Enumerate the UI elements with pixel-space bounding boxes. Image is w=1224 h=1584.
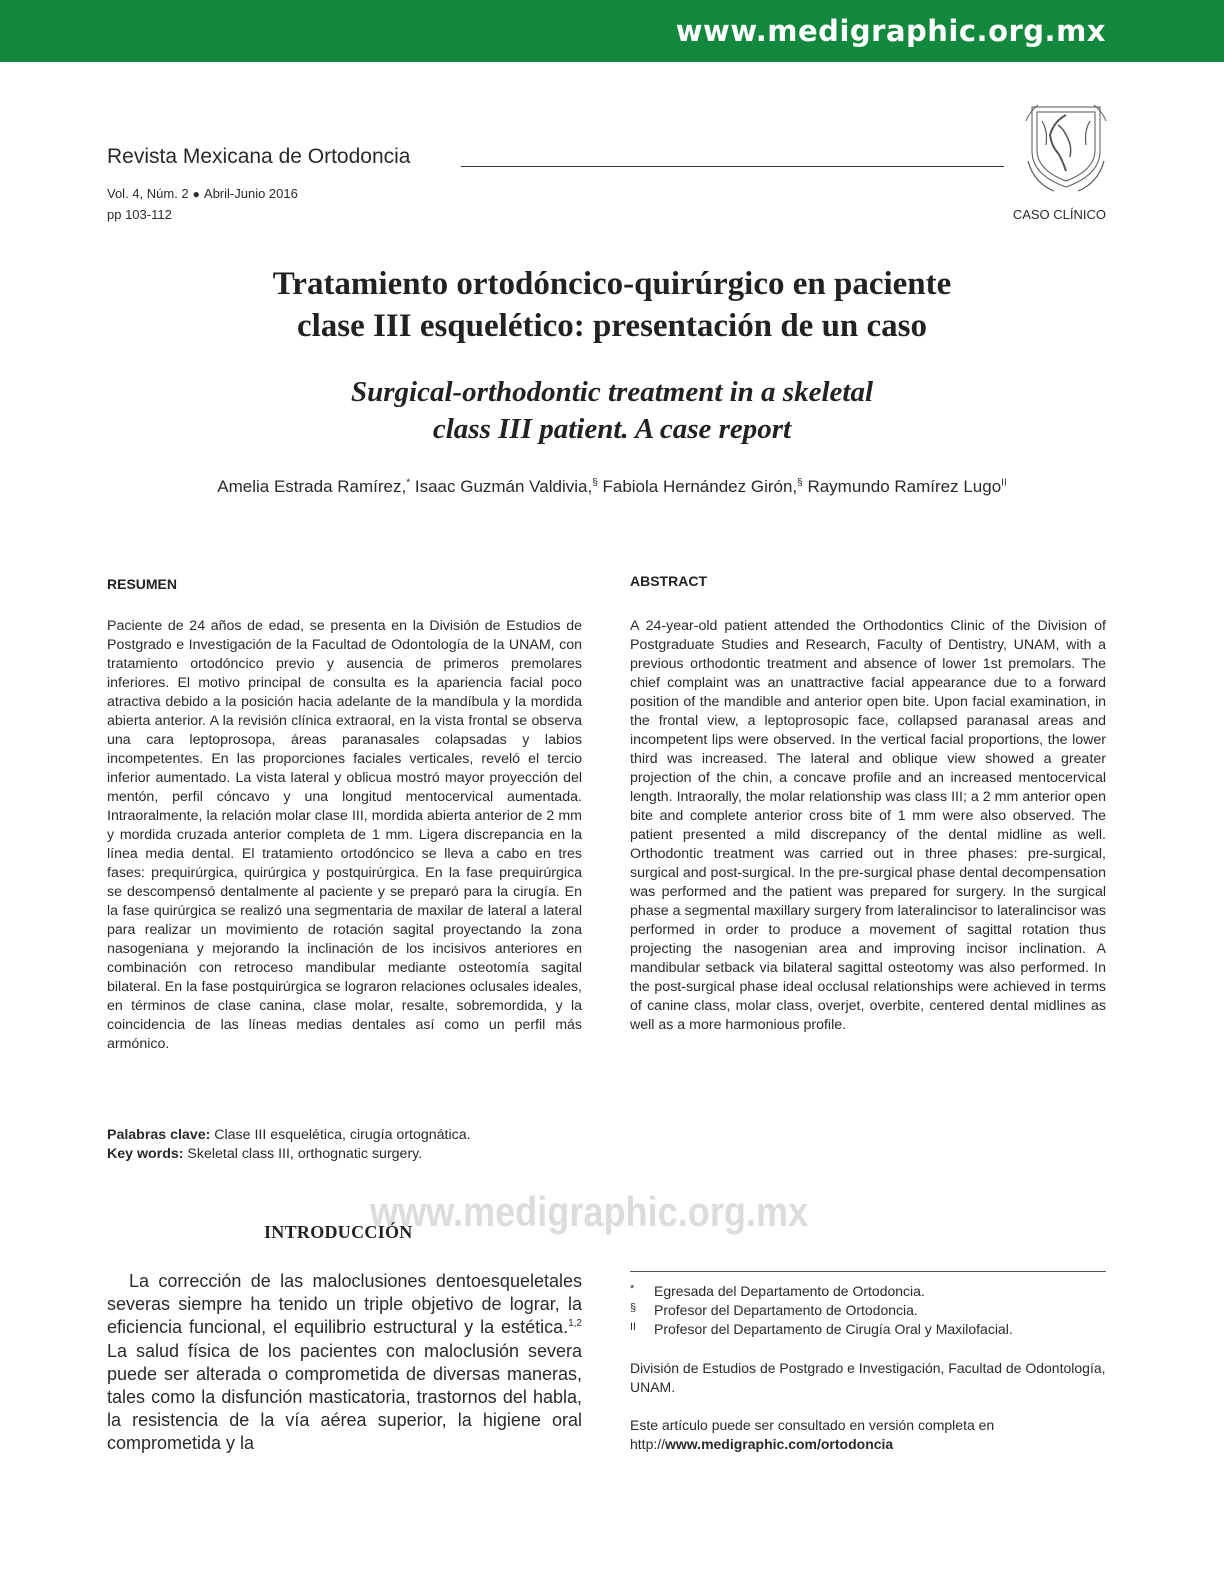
availability-note [630, 1416, 1106, 1454]
article-type-label: CASO CLÍNICO [1012, 207, 1106, 222]
author-name: Isaac Guzmán Valdivia, [414, 477, 593, 496]
bullet-separator: ● [192, 187, 200, 201]
keywords-en-label: Key words: [107, 1146, 184, 1162]
introduction-text [107, 1270, 582, 1456]
page-range: pp 103-112 [107, 207, 172, 222]
author-list [60, 477, 1164, 497]
footnote-rule [630, 1271, 1106, 1272]
keywords-english [107, 1146, 422, 1162]
watermark: www.medigraphic.org.mx [370, 1188, 809, 1235]
footnote [630, 1321, 1013, 1337]
author-name: Amelia Estrada Ramírez, [217, 477, 407, 496]
author-mark: II [1001, 477, 1007, 489]
citation: 1,2 [568, 1318, 582, 1330]
keywords-es-value: Clase III esquelética, cirugía ortognática. [210, 1127, 471, 1143]
university-crest-icon [1024, 101, 1108, 193]
journal-name: Revista Mexicana de Ortodoncia [107, 145, 411, 168]
resumen-text: Paciente de 24 años de edad, se presenta en la División de Estudios de Postgrado e Investigación de la Facultad de Odontología de la UNAM, con tratamiento ortodóncico previo y ausencia de primeros premolares inferiores. El motivo principal de consulta es la apariencia facial poco atractiva debido a la posición hacia adelante de la mandíbula y la mordida abierta anterior. A la revisión clínica extraoral, en la vista frontal se observa una cara leptoprosopa, áreas paranasales colapsadas y labios incompetentes. En las proporciones faciales verticales, reveló el tercio inferior aumentado. La vista lateral y oblicua mostró mayor proyección del mentón, perfil cóncavo y una longitud mentocervical aumentada. Intraoralmente, la relación molar clase III, mordida abierta anterior de 2 mm y mordida cruzada anterior completa de 1 mm. Ligera discrepancia en la línea media dental. El tratamiento ortodóncico se lleva a cabo en tres fases: prequirúrgica, quirúrgica y postquirúrgica. En la fase prequirúrgica se descompensó dentalmente al paciente y se preparó para la cirugía. En la fase quirúrgica se realizó una segmentaria de maxilar de lateral a lateral para realizar un movimiento de rotación sagital proyectando la zona nasogeniana y mejorando la inclinación de los incisivos anteriores en combinación con retroceso mandibular mediante osteotomía sagital bilateral. En la fase postquirúrgica se lograron relaciones oclusales ideales, en términos de clase canina, clase molar, resalte, sobremordida, y la coincidencia de las líneas medias dentales así como un perfil más armónico. [107, 618, 582, 1052]
footnote [630, 1302, 918, 1318]
title-es-line2: clase III esquelético: presentación de un caso [296, 308, 928, 344]
intro-text-part1: La corrección de las maloclusiones dentoesqueletales severas siempre ha tenido un triple objetivo de lograr, la eficiencia funcional, el equilibrio estructural y la estética. [107, 1271, 582, 1338]
footnote-mark: II [630, 1321, 637, 1333]
author-name: Fabiola Hernández Girón, [602, 477, 798, 496]
footnote-text: Profesor del Departamento de Ortodoncia. [654, 1302, 918, 1318]
title-english [160, 374, 1064, 448]
footnote [630, 1283, 925, 1299]
issue-info [107, 186, 298, 201]
availability-prefix: Este artículo puede ser consultado en versión completa en http:// [630, 1417, 995, 1452]
issue-date: Abril-Junio 2016 [203, 186, 298, 201]
footnote-mark: § [630, 1302, 637, 1314]
author-mark: * [406, 477, 411, 489]
affiliation: División de Estudios de Postgrado e Investigación, Facultad de Odontología, UNAM. [630, 1360, 1106, 1395]
title-spanish [160, 263, 1064, 347]
keywords-spanish [107, 1127, 471, 1143]
volume: Vol. 4, Núm. 2 [107, 186, 189, 201]
availability-url-link[interactable]: www.medigraphic.com/ortodoncia [665, 1436, 894, 1452]
author-mark: § [797, 477, 803, 489]
banner-url-link[interactable]: www.medigraphic.org.mx [675, 14, 1106, 48]
keywords-es-label: Palabras clave: [107, 1127, 211, 1143]
footnote-text: Egresada del Departamento de Ortodoncia. [654, 1283, 925, 1299]
title-en-line1: Surgical-orthodontic treatment in a skeletal [350, 376, 874, 408]
keywords-en-value: Skeletal class III, orthognatic surgery. [183, 1146, 423, 1162]
abstract-text: A 24-year-old patient attended the Orthodontics Clinic of the Division of Postgraduate Studies and Research, Faculty of Dentistry, UNAM, with a previous orthodontic treatment and absence of lower 1st premolars. The chief complaint was an unattractive facial appearance due to a forward position of the mandible and anterior open bite. Upon facial examination, in the frontal view, a leptoprosopic face, collapsed paranasal areas and incompetent lips were observed. In the vertical facial proportions, the lower third was increased. The lateral and oblique view showed a greater projection of the chin, a concave profile and an increased mentocervical length. Intraorally, the molar relationship was class III; a 2 mm anterior open bite and complete anterior cross bite of 1 mm were also observed. The patient presented a mild discrepancy of the dental midline as well. Orthodontic treatment was carried out in three phases: pre-surgical, surgical and post-surgical. In the pre-surgical phase dental decompensation was performed and the patient was prepared for surgery. In the surgical phase a segmental maxillary surgery from lateralincisor to lateralincisor was performed in order to produce a movement of sagittal rotation thus projecting the nasogenian area and improving incisor inclination. A mandibular setback via bilateral sagittal osteotomy was also performed. In the post-surgical phase ideal occlusal relationships were achieved in terms of canine class, molar class, overjet, overbite, centered dental midlines as well as a more harmonious profile. [630, 618, 1106, 1033]
resumen-heading: RESUMEN [107, 576, 178, 592]
author-mark: § [592, 477, 598, 489]
footnote-text: Profesor del Departamento de Cirugía Oral y Maxilofacial. [654, 1321, 1013, 1337]
title-en-line2: class III patient. A case report [432, 413, 792, 445]
top-banner [0, 0, 1224, 62]
author-name: Raymundo Ramírez Lugo [807, 477, 1002, 496]
introduction-heading: INTRODUCCIÓN [264, 1222, 413, 1242]
footnote-mark: * [630, 1283, 635, 1295]
abstract-heading: ABSTRACT [630, 573, 707, 589]
intro-text-part2: La salud física de los pacientes con maloclusión severa puede ser alterada o comprometida de diversas maneras, tales como la disfunción masticatoria, trastornos del habla, la resistencia de la vía aérea superior, la higiene oral comprometida y la [107, 1340, 582, 1454]
title-es-line1: Tratamiento ortodóncico-quirúrgico en paciente [272, 266, 952, 302]
journal-rule [461, 166, 1004, 167]
